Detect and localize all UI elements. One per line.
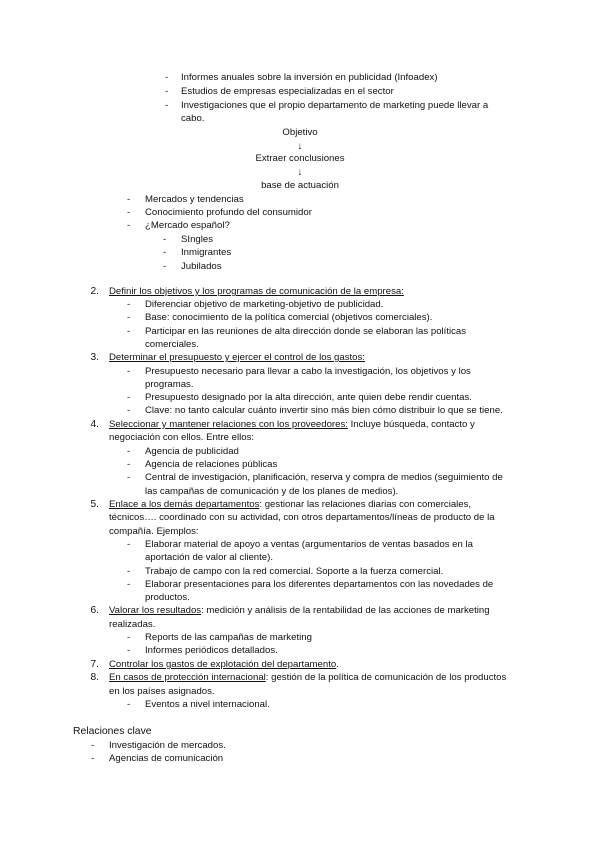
flow-step: base de actuación xyxy=(261,180,339,191)
bullet-dash: - xyxy=(91,753,95,764)
list-item: Trabajo de campo con la red comercial. Soporte a la fuerza comercial. xyxy=(145,566,444,577)
bullet-dash: - xyxy=(163,247,167,258)
list-item: SIngles xyxy=(181,234,213,245)
list-item: Clave: no tanto calcular cuánto invertir sino más bien cómo distribuir lo que se tiene. xyxy=(145,405,503,416)
list-item: Diferenciar objetivo de marketing-objetivo de publicidad. xyxy=(145,299,384,310)
section-title: Definir los objetivos y los programas de comunicación de la empresa: xyxy=(109,286,404,297)
section-heading-line xyxy=(109,659,339,671)
section-title: En casos de protección internacional xyxy=(109,672,266,683)
section-heading-line xyxy=(109,605,527,617)
list-item: Reports de las campañas de marketing xyxy=(145,632,312,643)
list-item: Investigación de mercados. xyxy=(109,740,226,751)
bullet-dash: - xyxy=(127,472,131,483)
list-item: Eventos a nivel internacional. xyxy=(145,699,270,710)
bullet-dash: - xyxy=(163,261,167,272)
list-item: Estudios de empresas especializadas en el sector xyxy=(181,86,394,97)
list-item: Agencia de relaciones públicas xyxy=(145,459,278,470)
list-item: Mercados y tendencias xyxy=(145,194,244,205)
bullet-dash: - xyxy=(127,579,131,590)
list-item: Presupuesto designado por la alta dirección, ante quien debe rendir cuentas. xyxy=(145,392,472,403)
bullet-dash: - xyxy=(127,299,131,310)
list-item: Agencias de comunicación xyxy=(109,753,224,764)
section-text: : gestionar las relaciones diarias con comerciales, xyxy=(259,499,472,510)
list-item-continued: aportación de valor al cliente). xyxy=(145,552,273,563)
section-title: Seleccionar y mantener relaciones con los proveedores: xyxy=(109,419,348,430)
section-text-continued: compañía. Ejemplos: xyxy=(109,526,199,537)
list-item: Agencia de publicidad xyxy=(145,446,239,457)
section-heading: Relaciones clave xyxy=(73,726,152,737)
section-title: Determinar el presupuesto y ejercer el control de los gastos: xyxy=(109,352,365,363)
list-item: Elaborar presentaciones para los diferentes departamentos con las novedades de xyxy=(145,579,494,590)
section-title: Valorar los resultados xyxy=(109,605,202,616)
bullet-dash: - xyxy=(127,220,131,231)
arrow-down-icon: ↓ xyxy=(297,167,303,178)
list-item: Informes periódicos detallados. xyxy=(145,645,278,656)
list-item: Jubilados xyxy=(181,261,222,272)
arrow-down-icon: ↓ xyxy=(297,141,303,152)
list-item: Central de investigación, planificación, reserva y compra de medios (seguimiento de xyxy=(145,472,503,483)
list-item: Base: conocimiento de la política comercial (objetivos comerciales). xyxy=(145,312,433,323)
section-text: : medición y análisis de la rentabilidad de las acciones de marketing xyxy=(201,605,490,616)
list-item: Informes anuales sobre la inversión en publicidad (Infoadex) xyxy=(181,72,438,83)
bullet-dash: - xyxy=(127,539,131,550)
section-number: 4. xyxy=(90,419,99,430)
bullet-dash: - xyxy=(127,312,131,323)
bullet-dash: - xyxy=(165,86,169,97)
list-item: Presupuesto necesario para llevar a cabo la investigación, los objetivos y los xyxy=(145,366,471,377)
section-text: . xyxy=(336,659,339,670)
section-title: Controlar los gastos de explotación del departamento xyxy=(109,659,337,670)
section-number: 2. xyxy=(90,286,99,297)
bullet-dash: - xyxy=(127,194,131,205)
list-item-continued: las campañas de comunicación y de los planes de medios). xyxy=(145,486,399,497)
bullet-dash: - xyxy=(127,446,131,457)
list-item-continued: comerciales. xyxy=(145,339,199,350)
bullet-dash: - xyxy=(163,234,167,245)
list-item: Inmigrantes xyxy=(181,247,232,258)
section-number: 3. xyxy=(90,352,99,363)
list-item-continued: productos. xyxy=(145,592,190,603)
bullet-dash: - xyxy=(165,100,169,111)
list-item: Elaborar material de apoyo a ventas (argumentarios de ventas basados en la xyxy=(145,539,473,550)
section-number: 6. xyxy=(90,605,99,616)
section-heading-line xyxy=(109,499,527,511)
list-item-continued: cabo. xyxy=(181,113,205,124)
list-item: ¿Mercado español? xyxy=(145,220,230,231)
bullet-dash: - xyxy=(127,699,131,710)
section-text-continued: realizadas. xyxy=(109,619,156,630)
section-text-continued: técnicos…. coordinado con su actividad, con otros departamentos/líneas de producto de la xyxy=(109,512,495,523)
section-number: 8. xyxy=(90,672,99,683)
section-number: 5. xyxy=(90,499,99,510)
bullet-dash: - xyxy=(127,207,131,218)
list-item: Participar en las reuniones de alta dirección donde se elaboran las políticas xyxy=(145,326,467,337)
list-item-continued: programas. xyxy=(145,379,194,390)
flow-step: Objetivo xyxy=(282,127,318,138)
bullet-dash: - xyxy=(127,645,131,656)
list-item: Investigaciones que el propio departamento de marketing puede llevar a xyxy=(181,100,489,111)
flow-step: Extraer conclusiones xyxy=(255,153,345,164)
bullet-dash: - xyxy=(127,326,131,337)
section-heading-line xyxy=(109,419,527,431)
bullet-dash: - xyxy=(165,72,169,83)
section-title: Enlace a los demás departamentos xyxy=(109,499,260,510)
section-text-continued: negociación con ellos. Entre ellos: xyxy=(109,432,255,443)
section-text: Incluye búsqueda, contacto y xyxy=(347,419,475,430)
bullet-dash: - xyxy=(127,566,131,577)
section-text-continued: en los países asignados. xyxy=(109,686,215,697)
bullet-dash: - xyxy=(91,740,95,751)
bullet-dash: - xyxy=(127,366,131,377)
section-heading-line xyxy=(109,672,527,684)
section-number: 7. xyxy=(90,659,99,670)
bullet-dash: - xyxy=(127,405,131,416)
bullet-dash: - xyxy=(127,392,131,403)
list-item: Conocimiento profundo del consumidor xyxy=(145,207,312,218)
section-text: : gestión de la política de comunicación de los productos xyxy=(265,672,507,683)
bullet-dash: - xyxy=(127,459,131,470)
bullet-dash: - xyxy=(127,632,131,643)
